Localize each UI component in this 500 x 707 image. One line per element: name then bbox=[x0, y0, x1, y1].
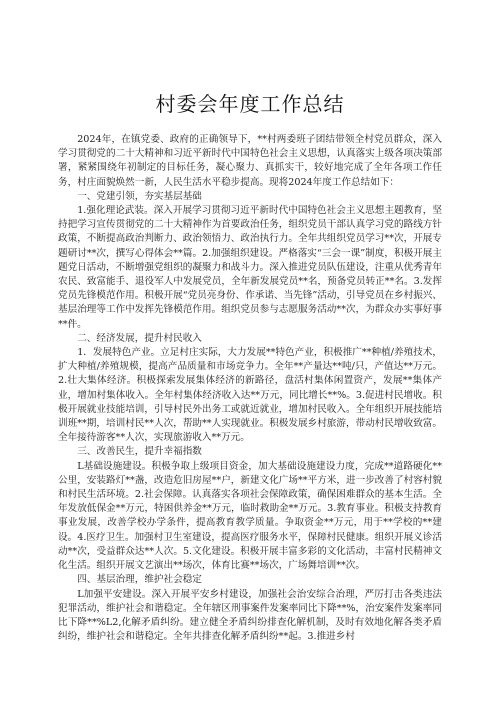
intro-paragraph: 2024年，在镇党委、政府的正确领导下，**村两委班子团结带领全村党员群众，深入学习贯彻党的二十大精神和习近平新时代中国特色社会主义思想，认真落实上级各项决策部署，紧紧围绕年初制定的目标任务，凝心聚力、真抓实干，较好地完成了全年各项工作任务，村庄面貌焕然一新，人民生活水平稳步提高。现将2024年度工作总结如下： bbox=[58, 134, 442, 188]
section-body-livelihood: L基础设施建设。积极争取上级项目资金，加大基础设施建设力度，完成**道路硬化**公里，安装路灯**盏，改造危旧房屋**户，新建文化广场**平方米，进一步改善了村容村貌和村民生活环境。2.社会保障。认真落实各项社会保障政策，确保困难群众的基本生活。全年发放低保金**万元，特困供养金**万元，临时救助金**万元。3.教育事业。积极支持教育事业发展，改善学校办学条件，提高教育教学质量。争取资金**万元，用于**学校的**建设。4.医疗卫生。加强村卫生室建设，提高医疗服务水平，保障村民健康。组织开展义诊活动**次，受益群众达**人次。5.文化建设。积极开展丰富多彩的文化活动，丰富村民精神文化生活。组织开展文艺演出**场次，体育比赛**场次，广场舞培训**次。 bbox=[58, 460, 442, 572]
section-heading-governance: 四、基层治理，维护社会稳定 bbox=[77, 574, 202, 586]
section-heading-economy: 二、经济发展，提升村民收入 bbox=[77, 332, 202, 344]
section-body-governance: L加强平安建设。深入开展平安乡村建设，加强社会治安综合治理，严厉打击各类违法犯罪活动，维护社会和谐稳定。全年辖区刑事案件发案率同比下降**%，治安案件发案率同比下降**%L2,化解矛盾纠纷。建立健全矛盾纠纷排查化解机制，及时有效地化解各类矛盾纠纷，维护社会和谐稳定。全年共排查化解矛盾纠纷**起。3.推进乡村 bbox=[58, 588, 442, 643]
section-heading-livelihood: 三、改善民生，提升幸福指数 bbox=[77, 446, 202, 458]
document-body bbox=[58, 133, 442, 644]
section-heading-party-building: 一、党建引领，夯实基层基础 bbox=[77, 190, 202, 202]
section-body-party-building: 1.强化理论武装。深入开展学习贯彻习近平新时代中国特色社会主义思想主题教育，坚持把学习宣传贯彻党的二十大精神作为首要政治任务，组织党员干部认真学习党的路线方针政策，不断提高政治判断力、政治领悟力、政治执行力。全年共组织党员学习**次，开展专题研讨**次，撰写心得体会**篇。2.加强组织建设。严格落实“三会一课”制度，积极开展主题党日活动，不断增强党组织的凝聚力和战斗力。深入推进党员队伍建设，注重从优秀青年农民、致富能手、退役军人中发展党员，全年新发展党员**名，预备党员转正**名。3.发挥党员先锋模范作用。积极开展“党员亮身份、作承诺、当先锋”活动，引导党员在乡村振兴、基层治理等工作中发挥先锋模范作用。组织党员参与志愿服务活动**次，为群众办实事好事**件。 bbox=[58, 205, 442, 330]
document-title: 村委会年度工作总结 bbox=[155, 92, 345, 116]
section-body-economy: 1．发展特色产业。立足村庄实际，大力发展**特色产业，积极推广**种植/养殖技术，扩大种植/养殖规模，提高产品质量和市场竞争力。全年**产量达**吨/只，产值达**万元。2.壮大集体经济。积极探索发展集体经济的新路径，盘活村集体闲置资产，发展**集体产业，增加村集体收入。全年村集体经济收入达**万元，同比增长**%。3.促进村民增收。积极开展就业技能培训，引导村民外出务工或就近就业，增加村民收入。全年组织开展技能培训班**期，培训村民**人次，帮助**人实现就业。积极发展乡村旅游，带动村民增收致富。全年接待游客**人次，实现旅游收入**万元。 bbox=[58, 347, 442, 444]
